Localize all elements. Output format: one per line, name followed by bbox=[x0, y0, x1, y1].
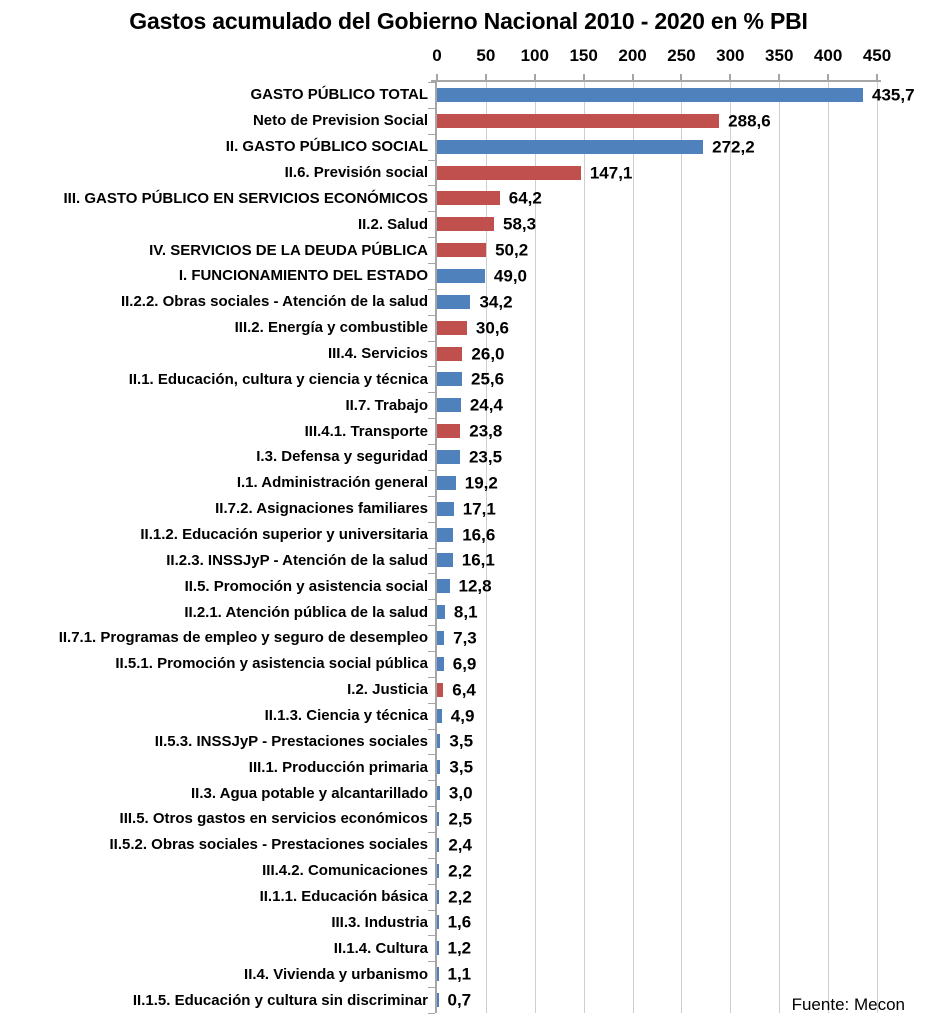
value-label: 50,2 bbox=[495, 240, 529, 260]
x-tick-label: 150 bbox=[569, 46, 598, 65]
chart-row bbox=[0, 547, 937, 573]
category-label: III.3. Industria bbox=[331, 913, 428, 931]
chart-row bbox=[0, 237, 937, 263]
bar bbox=[437, 191, 500, 205]
bar-track bbox=[437, 237, 937, 263]
value-label: 58,3 bbox=[503, 214, 537, 234]
bar bbox=[437, 295, 470, 309]
bar bbox=[437, 864, 439, 878]
bar bbox=[437, 347, 462, 361]
value-label: 147,1 bbox=[589, 163, 633, 182]
bar bbox=[437, 502, 454, 516]
chart-row bbox=[0, 884, 937, 910]
category-label: II.4. Vivienda y urbanismo bbox=[244, 965, 428, 983]
x-tick-label: 100 bbox=[520, 46, 549, 65]
bar-track bbox=[437, 573, 937, 599]
category-label: I.1. Administración general bbox=[236, 474, 428, 492]
bar-track bbox=[437, 366, 937, 392]
value-label: 16,1 bbox=[461, 550, 495, 570]
category-label: II.2.1. Atención pública de la salud bbox=[184, 603, 428, 621]
bar-track bbox=[437, 160, 937, 186]
bar bbox=[437, 734, 440, 748]
chart-row bbox=[0, 108, 937, 134]
bar bbox=[437, 398, 461, 412]
category-label: II.5.3. INSSJyP - Prestaciones sociales bbox=[154, 732, 428, 750]
value-label: 4,9 bbox=[450, 706, 475, 726]
category-label: II.7.1. Programas de empleo y seguro de desempleo bbox=[58, 629, 428, 647]
bar bbox=[437, 553, 453, 567]
category-label: III.1. Producción primaria bbox=[248, 758, 428, 776]
bar-track bbox=[437, 961, 937, 987]
chart-title: Gastos acumulado del Gobierno Nacional 2010 - 2020 en % PBI bbox=[129, 8, 808, 34]
value-label: 49,0 bbox=[493, 266, 527, 286]
category-label: II.2.3. INSSJyP - Atención de la salud bbox=[166, 551, 428, 569]
category-label: II.1.3. Ciencia y técnica bbox=[264, 707, 428, 725]
value-label: 25,6 bbox=[471, 369, 505, 389]
bar-track bbox=[437, 108, 937, 134]
chart-row bbox=[0, 858, 937, 884]
category-label: I. FUNCIONAMIENTO DEL ESTADO bbox=[178, 267, 428, 285]
bar-track bbox=[437, 651, 937, 677]
category-label: II.6. Previsión social bbox=[284, 164, 428, 181]
value-label: 17,1 bbox=[462, 499, 496, 519]
bar-track bbox=[437, 677, 937, 703]
value-label: 19,2 bbox=[464, 473, 498, 493]
bar-rows bbox=[0, 82, 937, 1013]
category-label: III.4.2. Comunicaciones bbox=[262, 862, 428, 880]
bar-track bbox=[437, 496, 937, 522]
category-label: II.1. Educación, cultura y ciencia y técnica bbox=[128, 370, 428, 388]
chart-row bbox=[0, 573, 937, 599]
bar-track bbox=[437, 832, 937, 858]
chart-row bbox=[0, 625, 937, 651]
bar-track bbox=[437, 599, 937, 625]
value-label: 34,2 bbox=[479, 292, 513, 312]
category-label: GASTO PÚBLICO TOTAL bbox=[250, 86, 428, 104]
bar-track bbox=[437, 522, 937, 548]
bar-track bbox=[437, 884, 937, 910]
value-label: 30,6 bbox=[475, 318, 509, 338]
x-tick-label: 300 bbox=[716, 46, 745, 65]
bar bbox=[437, 605, 445, 619]
value-label: 8,1 bbox=[453, 602, 478, 622]
bar-track bbox=[437, 910, 937, 936]
category-label: Neto de Prevision Social bbox=[252, 112, 428, 130]
category-label: II.3. Agua potable y alcantarillado bbox=[190, 784, 428, 802]
chart-row bbox=[0, 470, 937, 496]
bar bbox=[437, 528, 453, 542]
bar-track bbox=[437, 728, 937, 754]
bar-track bbox=[437, 547, 937, 573]
chart-row bbox=[0, 366, 937, 392]
bar bbox=[437, 269, 485, 283]
category-label: III.4. Servicios bbox=[327, 345, 428, 363]
category-label: III.5. Otros gastos en servicios económicos bbox=[119, 810, 428, 828]
chart-row bbox=[0, 82, 937, 108]
bar-track bbox=[437, 392, 937, 418]
category-label: II.5.1. Promoción y asistencia social pública bbox=[115, 655, 428, 673]
category-label: III. GASTO PÚBLICO EN SERVICIOS ECONÓMICOS bbox=[63, 189, 428, 207]
x-tick-label: 50 bbox=[476, 46, 496, 65]
category-label: II.1.5. Educación y cultura sin discriminar bbox=[132, 991, 428, 1009]
chart-row bbox=[0, 961, 937, 987]
category-axis-tick bbox=[428, 1013, 435, 1014]
bar bbox=[437, 760, 440, 774]
bar-track bbox=[437, 263, 937, 289]
chart-row bbox=[0, 832, 937, 858]
bar bbox=[437, 579, 450, 593]
category-label: II.5. Promoción y asistencia social bbox=[184, 577, 428, 595]
category-label: II.2.2. Obras sociales - Atención de la salud bbox=[120, 293, 428, 311]
value-label: 7,3 bbox=[453, 628, 477, 648]
bar bbox=[437, 786, 440, 800]
chart-row bbox=[0, 289, 937, 315]
bar bbox=[437, 683, 443, 697]
bar-track bbox=[437, 289, 937, 315]
value-label: 23,8 bbox=[469, 421, 503, 441]
chart-row bbox=[0, 599, 937, 625]
chart-row bbox=[0, 935, 937, 961]
x-tick-label: 450 bbox=[862, 46, 892, 65]
chart-row bbox=[0, 754, 937, 780]
chart-row bbox=[0, 703, 937, 729]
value-label: 2,2 bbox=[448, 887, 472, 907]
bar bbox=[437, 217, 494, 231]
category-label: II. GASTO PÚBLICO SOCIAL bbox=[225, 138, 428, 156]
value-label: 272,2 bbox=[712, 137, 755, 157]
value-label: 2,4 bbox=[448, 835, 472, 855]
bar-track bbox=[437, 211, 937, 237]
chart-row bbox=[0, 392, 937, 418]
value-label: 3,0 bbox=[448, 783, 473, 803]
value-label: 1,2 bbox=[447, 938, 472, 958]
bar bbox=[437, 838, 439, 852]
bar bbox=[437, 993, 439, 1007]
category-label: II.1.1. Educación básica bbox=[259, 888, 428, 906]
value-label: 24,4 bbox=[469, 395, 503, 415]
category-label: II.2. Salud bbox=[357, 215, 428, 233]
bar bbox=[437, 890, 439, 904]
bar bbox=[437, 424, 460, 438]
chart-row bbox=[0, 444, 937, 470]
value-label: 3,5 bbox=[449, 757, 474, 777]
bar-track bbox=[437, 780, 937, 806]
bar-track bbox=[437, 625, 937, 651]
chart-row bbox=[0, 263, 937, 289]
chart-row bbox=[0, 160, 937, 186]
value-label: 64,2 bbox=[508, 188, 542, 208]
bar-track bbox=[437, 470, 937, 496]
value-label: 3,5 bbox=[449, 731, 474, 751]
bar bbox=[437, 631, 444, 645]
bar bbox=[437, 476, 456, 490]
bar bbox=[437, 812, 439, 826]
source-note: Fuente: Mecon bbox=[791, 995, 905, 1014]
bar-track bbox=[437, 703, 937, 729]
chart-row bbox=[0, 780, 937, 806]
value-label: 1,6 bbox=[447, 912, 472, 932]
bar-track bbox=[437, 341, 937, 367]
chart-row bbox=[0, 185, 937, 211]
chart-row bbox=[0, 910, 937, 936]
value-label: 26,0 bbox=[471, 344, 505, 364]
chart-row bbox=[0, 134, 937, 160]
category-label: II.7. Trabajo bbox=[345, 396, 428, 414]
bar-track bbox=[437, 315, 937, 341]
bar bbox=[437, 321, 467, 335]
x-tick-label: 400 bbox=[813, 46, 843, 65]
chart-row bbox=[0, 522, 937, 548]
category-label: III.4.1. Transporte bbox=[304, 422, 428, 440]
chart-row bbox=[0, 315, 937, 341]
chart-row bbox=[0, 651, 937, 677]
bar bbox=[437, 967, 439, 981]
category-label: I.2. Justicia bbox=[347, 681, 428, 699]
bar bbox=[437, 243, 486, 257]
category-label: II.5.2. Obras sociales - Prestaciones sociales bbox=[109, 836, 428, 854]
value-label: 1,1 bbox=[447, 964, 472, 984]
bar bbox=[437, 915, 439, 929]
value-label: 16,6 bbox=[462, 525, 496, 545]
value-label: 435,7 bbox=[872, 85, 915, 105]
bar-track bbox=[437, 858, 937, 884]
bar-track bbox=[437, 82, 937, 108]
x-tick-label: 250 bbox=[667, 46, 696, 65]
bar bbox=[437, 114, 719, 128]
bar bbox=[437, 140, 703, 154]
value-label: 23,5 bbox=[468, 447, 503, 467]
chart-row bbox=[0, 211, 937, 237]
bar-track bbox=[437, 806, 937, 832]
bar bbox=[437, 941, 439, 955]
bar bbox=[437, 372, 462, 386]
bar-track bbox=[437, 444, 937, 470]
bar-track bbox=[437, 754, 937, 780]
chart-row bbox=[0, 341, 937, 367]
chart-row bbox=[0, 418, 937, 444]
value-label: 12,8 bbox=[458, 576, 492, 596]
category-label: II.7.2. Asignaciones familiares bbox=[215, 500, 428, 518]
bar-track bbox=[437, 185, 937, 211]
x-tick-label: 200 bbox=[618, 46, 647, 65]
bar bbox=[437, 450, 460, 464]
category-label: III.2. Energía y combustible bbox=[234, 319, 428, 337]
category-label: II.1.2. Educación superior y universitaria bbox=[140, 526, 428, 544]
category-label: I.3. Defensa y seguridad bbox=[256, 448, 428, 466]
value-label: 6,4 bbox=[452, 680, 476, 700]
bar bbox=[437, 657, 444, 671]
chart-row bbox=[0, 806, 937, 832]
bar bbox=[437, 88, 863, 102]
x-tick-label: 350 bbox=[765, 46, 794, 65]
bar bbox=[437, 709, 442, 723]
category-label: II.1.4. Cultura bbox=[333, 939, 428, 957]
chart-row bbox=[0, 677, 937, 703]
value-label: 288,6 bbox=[728, 111, 771, 131]
value-label: 2,5 bbox=[448, 809, 473, 829]
chart-row bbox=[0, 496, 937, 522]
bar-track bbox=[437, 935, 937, 961]
chart-row bbox=[0, 728, 937, 754]
bar bbox=[437, 166, 581, 180]
bar-track bbox=[437, 418, 937, 444]
value-label: 2,2 bbox=[448, 861, 472, 881]
value-label: 6,9 bbox=[452, 654, 477, 674]
bar-track bbox=[437, 134, 937, 160]
value-label: 0,7 bbox=[447, 990, 472, 1010]
x-tick-label: 0 bbox=[432, 46, 442, 65]
category-label: IV. SERVICIOS DE LA DEUDA PÚBLICA bbox=[149, 241, 428, 259]
